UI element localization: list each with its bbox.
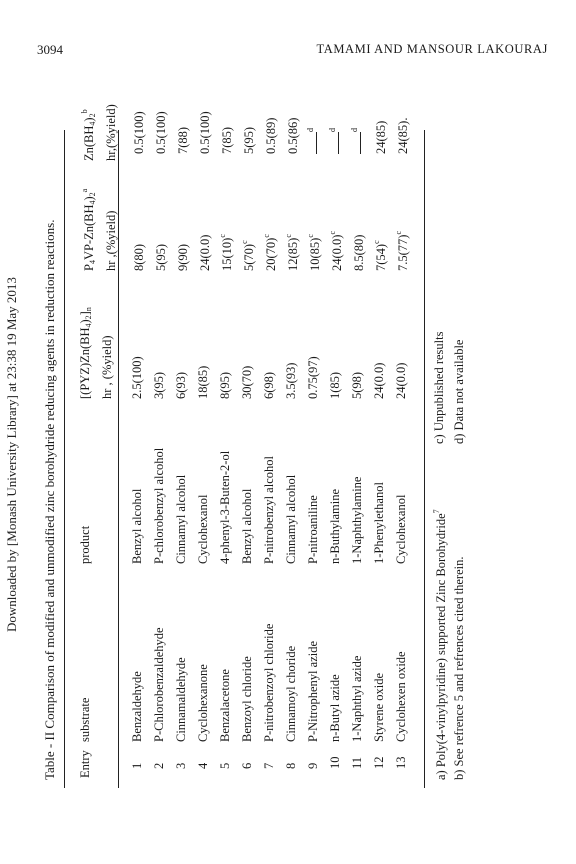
p4vp-yield-value: 24(0.0) xyxy=(198,234,212,271)
header-col-pyz-formula: [(PYZ)Zn(BH xyxy=(78,327,92,399)
entry-number: 2 xyxy=(152,762,166,769)
pyz-yield-cell: 0.75(97) xyxy=(306,356,320,399)
p4vp-yield-cell xyxy=(130,244,147,271)
header-col-pyz xyxy=(76,307,116,399)
p4vp-yield-note: c xyxy=(306,234,315,238)
top-rule xyxy=(64,130,65,788)
substrate-cell: P-nitrobenzoyl chloride xyxy=(262,623,276,742)
table-caption: Table - II Comparison of modified and unmodified zinc borohydride reducing agents in reduction reactions. xyxy=(42,219,57,780)
p4vp-yield-value: 20(70) xyxy=(264,237,278,271)
product-cell: P-nitrobenzyl alcohol xyxy=(262,456,276,564)
bottom-rule xyxy=(424,130,425,788)
pyz-yield-cell: 30(70) xyxy=(240,365,254,399)
znbh4-yield-value: 5(95) xyxy=(242,126,256,154)
entry-number: 5 xyxy=(218,762,232,769)
pyz-yield-cell: 6(98) xyxy=(262,371,276,399)
product-cell: Benzyl alcohol xyxy=(240,488,254,564)
table-row xyxy=(328,0,350,864)
p4vp-yield-cell xyxy=(306,234,323,271)
entry-number: 10 xyxy=(328,756,342,769)
product-cell: 1-Phenylethanol xyxy=(372,482,386,564)
pyz-yield-cell: 5(98) xyxy=(350,371,364,399)
p4vp-yield-value: 9(90) xyxy=(176,243,190,271)
p4vp-yield-cell xyxy=(152,244,169,271)
p4vp-yield-note: c xyxy=(372,240,381,244)
footnote-b: b) See refrence 5 and refrences cited therein. xyxy=(452,556,466,780)
substrate-cell: Benzaldehyde xyxy=(130,671,144,742)
header-col-p4vp-formula: VP-Zn(BH xyxy=(82,204,96,261)
pyz-yield-cell: 2.5(100) xyxy=(130,356,144,399)
product-cell: n-Buthylamine xyxy=(328,489,342,564)
substrate-cell: P-Nitrophenyl azide xyxy=(306,640,320,742)
header-col-znbh4-formula: Zn(BH xyxy=(82,125,96,161)
p4vp-yield-note: c xyxy=(284,234,293,238)
footnote-a xyxy=(432,509,449,780)
table-row xyxy=(350,0,372,864)
substrate-cell: n-Butyl azide xyxy=(328,674,342,742)
znbh4-yield-value: 24(85) xyxy=(374,120,388,154)
header-col-p4vp xyxy=(76,189,120,271)
p4vp-yield-cell xyxy=(350,235,367,271)
substrate-cell: Cyclohexen oxide xyxy=(394,651,408,742)
table-row xyxy=(240,0,262,864)
entry-number: 1 xyxy=(130,762,144,769)
footnote-a-text: a) Poly(4-vinylpyridine) supported Zinc Borohydride xyxy=(434,513,448,780)
pyz-yield-cell: 24(0.0) xyxy=(372,362,386,399)
pyz-yield-cell: 8(95) xyxy=(218,371,232,399)
p4vp-yield-cell xyxy=(328,231,345,271)
table-row xyxy=(174,0,196,864)
znbh4-yield-note: d xyxy=(306,128,315,132)
entry-number: 7 xyxy=(262,762,276,769)
footnote-d: d) Data not available xyxy=(452,339,466,444)
substrate-cell: Styrene oxide xyxy=(372,672,386,742)
p4vp-yield-value: 7(54) xyxy=(374,243,388,271)
header-col-znbh4-line2: hr,(%yield) xyxy=(104,104,118,161)
product-cell: Cyclohexanol xyxy=(394,494,408,564)
znbh4-yield-cell xyxy=(174,127,191,154)
znbh4-yield-cell xyxy=(218,127,235,154)
entry-number: 13 xyxy=(394,756,408,769)
table-row xyxy=(218,0,240,864)
znbh4-yield-cell xyxy=(328,128,345,154)
znbh4-yield-cell xyxy=(372,121,389,154)
znbh4-yield-value: 0.5(86) xyxy=(286,117,300,154)
table-row xyxy=(306,0,328,864)
footnote-a-ref: 7 xyxy=(432,509,441,514)
pyz-yield-cell: 3.5(93) xyxy=(284,362,298,399)
product-cell: P-chlorobenzyl alcohol xyxy=(152,447,166,564)
entry-number: 8 xyxy=(284,762,298,769)
substrate-cell: 1-Naphthyl azide xyxy=(350,655,364,742)
header-col-pyz-line2: hr , (%yield) xyxy=(100,335,114,399)
substrate-cell: Benzoyl chloride xyxy=(240,656,254,742)
header-col-znbh4-line1: $Zn(BH_4)_2^b$ xyxy=(80,109,97,161)
p4vp-yield-cell xyxy=(218,234,235,271)
entry-number: 6 xyxy=(240,762,254,769)
p4vp-yield-value: 7.5(77) xyxy=(396,234,410,271)
p4vp-yield-note: c xyxy=(218,234,227,238)
znbh4-yield-cell xyxy=(130,111,147,154)
znbh4-yield-cell xyxy=(262,118,279,154)
download-watermark: Downloaded by [Monash University Library] at 23:38 19 May 2013 xyxy=(4,277,19,632)
znbh4-yield-note: d xyxy=(350,128,359,132)
entry-number: 12 xyxy=(372,756,386,769)
pyz-yield-cell: 3(95) xyxy=(152,371,166,399)
znbh4-yield-cell xyxy=(394,118,411,154)
table-row xyxy=(196,0,218,864)
p4vp-yield-cell xyxy=(196,235,213,271)
znbh4-yield-value: 0.5(100) xyxy=(132,111,146,154)
product-cell: P-nitroaniline xyxy=(306,495,320,564)
p4vp-yield-value: 24(0.0) xyxy=(330,234,344,271)
page-number: 3094 xyxy=(37,42,63,57)
product-cell: 1-Naphthylamine xyxy=(350,476,364,564)
znbh4-yield-value: 0.5(89) xyxy=(264,117,278,154)
not-available-dash xyxy=(338,132,339,154)
p4vp-yield-value: 5(95) xyxy=(154,243,168,271)
footnote-c: c) Unpublished results xyxy=(432,331,446,444)
header-product: product xyxy=(78,525,92,564)
product-cell: Cinnamyl alcohol xyxy=(174,474,188,564)
p4vp-yield-value: 5(70) xyxy=(242,243,256,271)
pyz-yield-cell: 18(85) xyxy=(196,365,210,399)
p4vp-yield-value: 12(85) xyxy=(286,237,300,271)
table-row xyxy=(284,0,306,864)
substrate-cell: Cinnamaldehyde xyxy=(174,657,188,742)
product-cell: Benzyl alcohol xyxy=(130,488,144,564)
p4vp-yield-note: c xyxy=(262,234,271,238)
p4vp-yield-cell xyxy=(174,244,191,271)
pyz-yield-cell: 6(93) xyxy=(174,371,188,399)
pyz-yield-cell: 1(85) xyxy=(328,371,342,399)
p4vp-yield-cell xyxy=(240,240,257,271)
znbh4-yield-cell xyxy=(284,118,301,154)
entry-number: 3 xyxy=(174,762,188,769)
entry-number: 4 xyxy=(196,762,210,769)
znbh4-yield-cell xyxy=(152,111,169,154)
p4vp-yield-note: c xyxy=(394,230,403,235)
znbh4-yield-cell xyxy=(350,128,367,154)
znbh4-yield-note: d xyxy=(328,128,337,132)
p4vp-yield-cell xyxy=(284,234,301,271)
header-col-p4vp-line2: hr ,(%yield) xyxy=(104,210,118,271)
header-rule xyxy=(118,130,119,788)
table-row xyxy=(372,0,394,864)
table-row xyxy=(262,0,284,864)
pyz-yield-cell: 24(0.0) xyxy=(394,362,408,399)
p4vp-yield-value: 15(10) xyxy=(220,237,234,271)
znbh4-yield-value: 0.5(100) xyxy=(154,111,168,154)
entry-number: 9 xyxy=(306,762,320,769)
znbh4-yield-value: 7(88) xyxy=(176,126,190,154)
znbh4-yield-cell xyxy=(240,127,257,154)
header-entry: Entry xyxy=(78,750,92,778)
p4vp-yield-note: c xyxy=(240,240,249,244)
substrate-cell: P-Chlorobenzaldehyde xyxy=(152,627,166,742)
table-row xyxy=(394,0,416,864)
header-substrate: substrate xyxy=(78,697,92,742)
substrate-cell: Cyclohexanone xyxy=(196,664,210,742)
table-row xyxy=(130,0,152,864)
header-col-p4vp-line1: $P_4VP-Zn(BH_4)_2^a$ xyxy=(80,188,97,271)
substrate-cell: Benzalacetone xyxy=(218,669,232,742)
header-col-pyz-line1: $[(PYZ)Zn(BH_4)_2]_n$ xyxy=(78,307,93,399)
p4vp-yield-value: 8.5(80) xyxy=(352,234,366,271)
table-row xyxy=(152,0,174,864)
p4vp-yield-cell xyxy=(372,240,389,271)
znbh4-yield-value: 24(85). xyxy=(396,117,410,154)
znbh4-yield-value: 7(85) xyxy=(220,126,234,154)
product-cell: Cyclohexanol xyxy=(196,494,210,564)
p4vp-yield-value: 8(80) xyxy=(132,243,146,271)
znbh4-yield-value: 0.5(100) xyxy=(198,111,212,154)
p4vp-yield-note: c xyxy=(328,230,337,235)
product-cell: 4-phenyl-3-Buten-2-ol xyxy=(218,450,232,564)
not-available-dash xyxy=(360,132,361,154)
substrate-cell: Cinnamoyl choride xyxy=(284,645,298,742)
header-col-p4vp-p: P xyxy=(82,264,96,271)
znbh4-yield-cell xyxy=(306,128,323,154)
running-head: TAMAMI AND MANSOUR LAKOURAJ xyxy=(316,42,548,56)
header-col-znbh4 xyxy=(76,104,120,161)
not-available-dash xyxy=(316,132,317,154)
entry-number: 11 xyxy=(350,756,364,769)
p4vp-yield-cell xyxy=(262,234,279,271)
product-cell: Cinnamyl alcohol xyxy=(284,474,298,564)
znbh4-yield-cell xyxy=(196,111,213,154)
p4vp-yield-cell xyxy=(394,231,411,271)
p4vp-yield-value: 10(85) xyxy=(308,237,322,271)
